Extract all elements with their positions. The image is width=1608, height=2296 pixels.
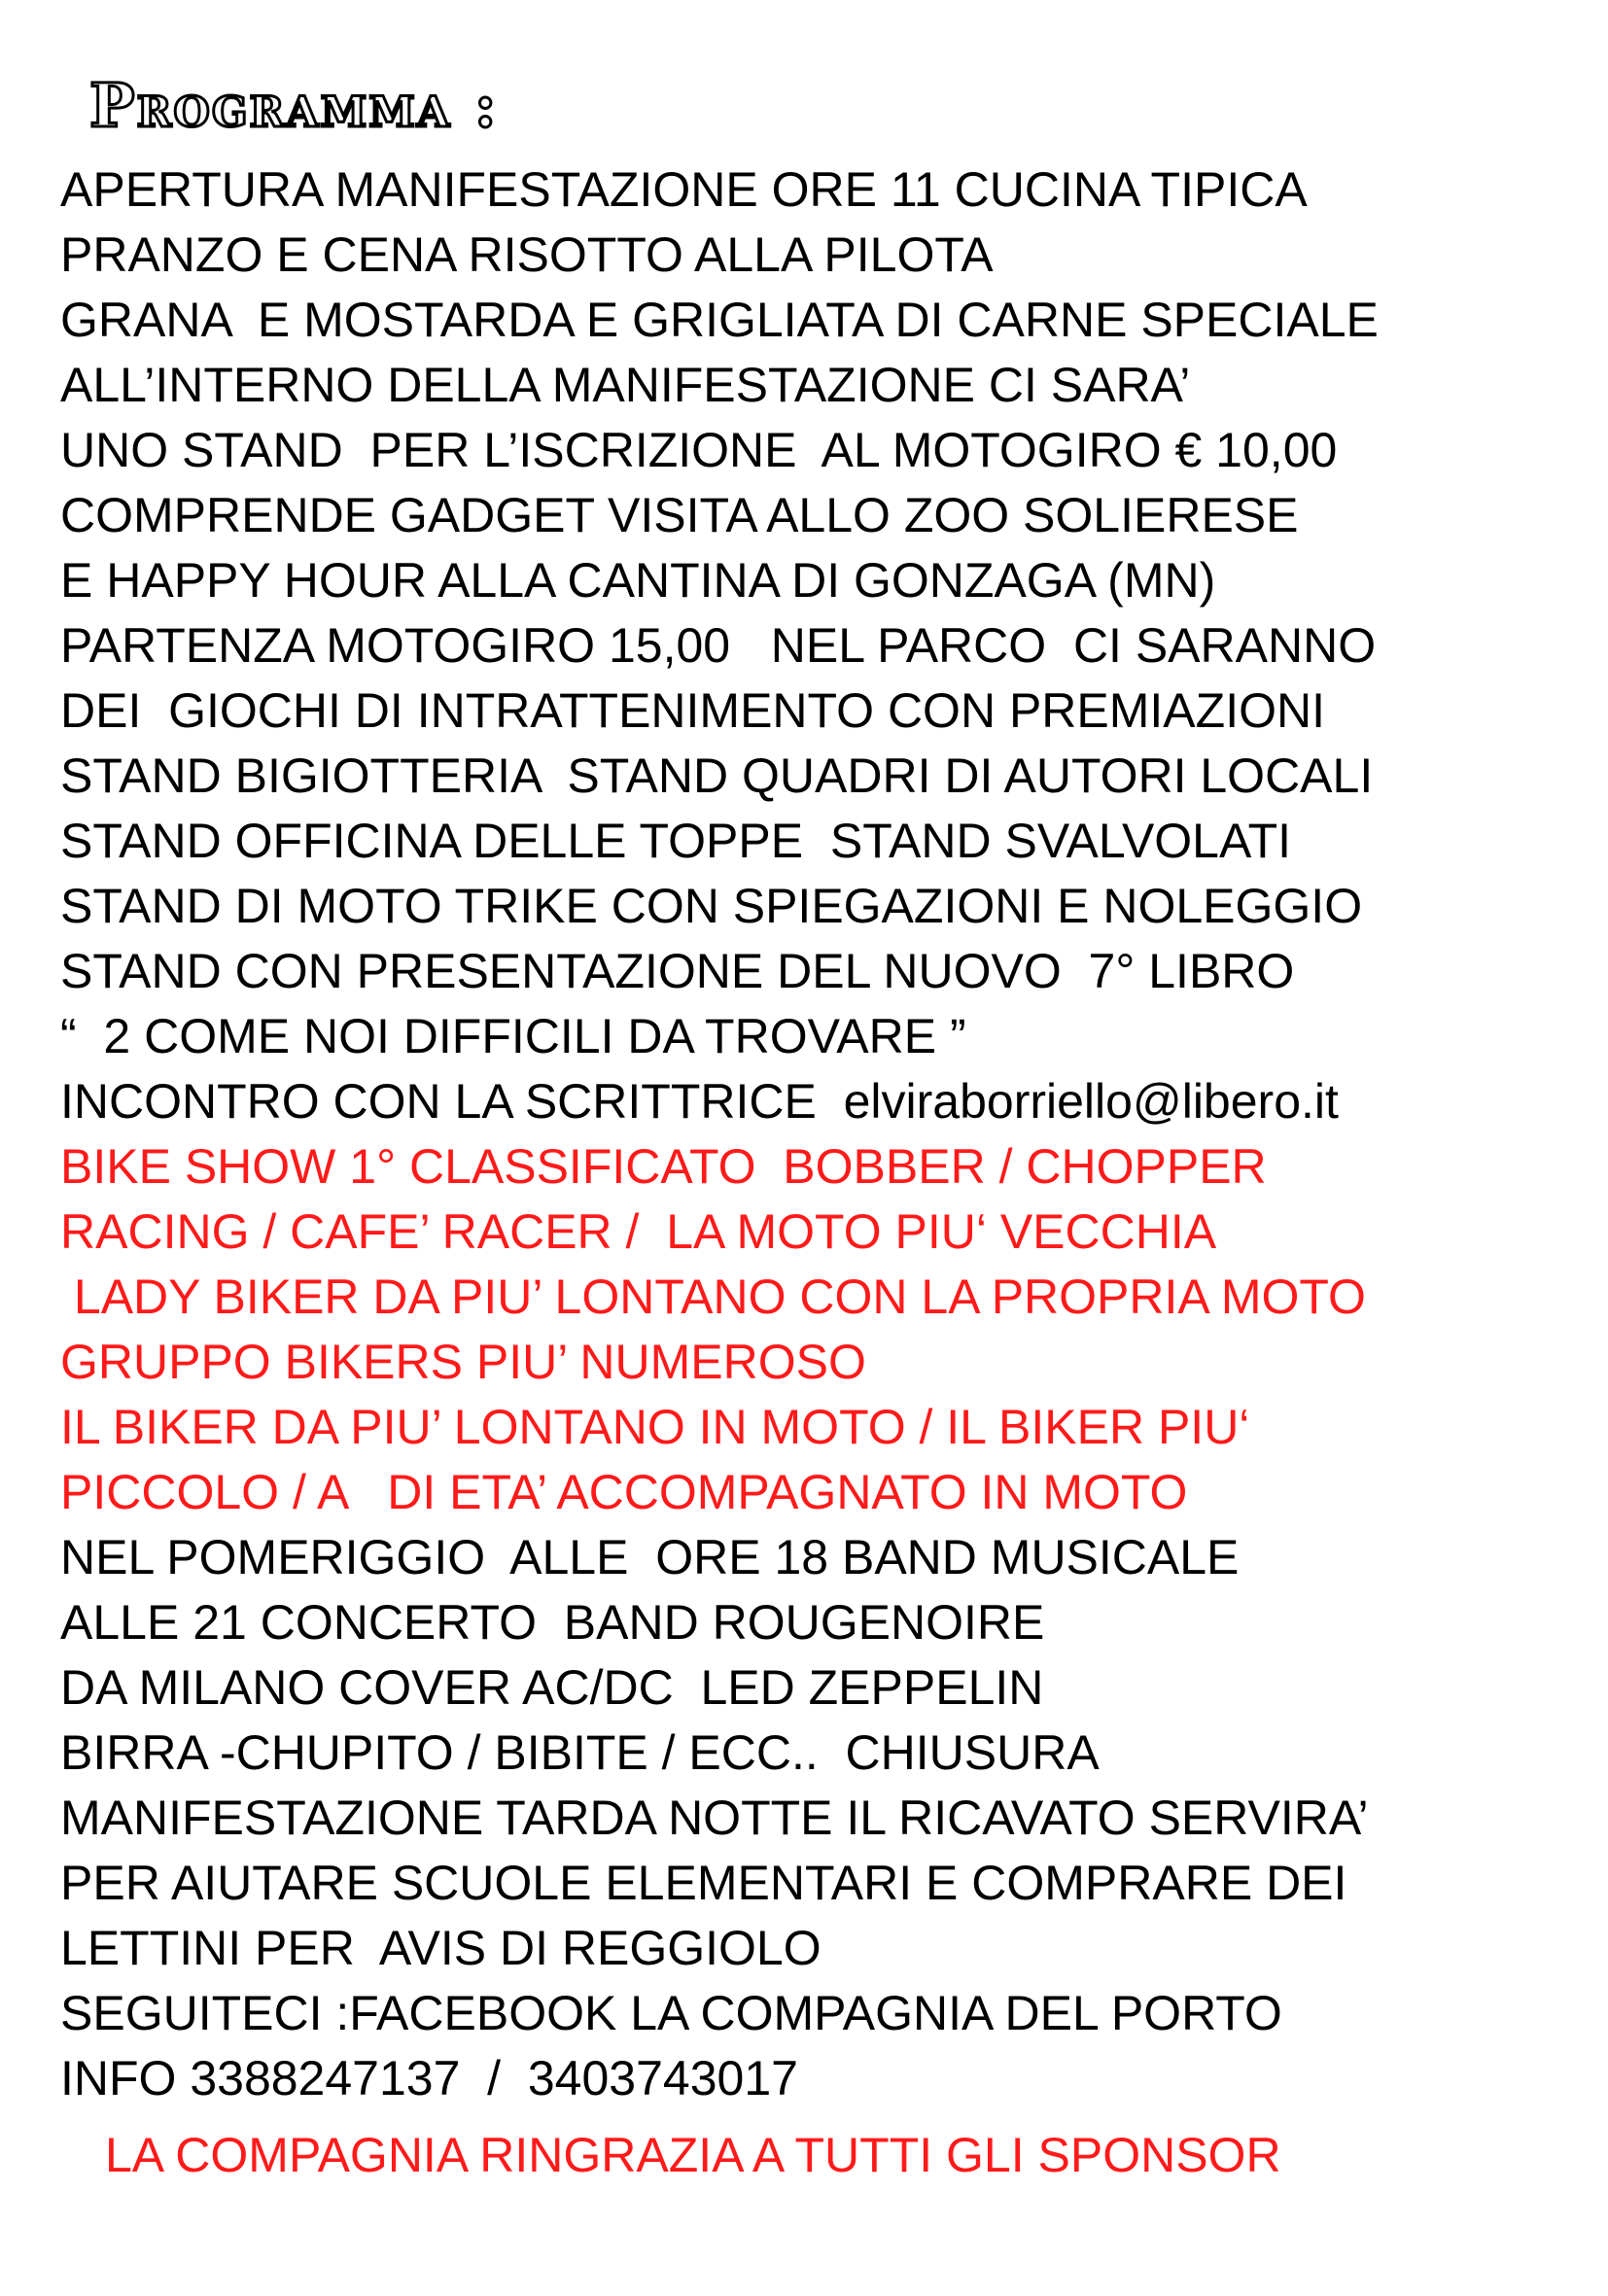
- program-line: STAND DI MOTO TRIKE CON SPIEGAZIONI E NOLEGGIO: [60, 879, 1363, 933]
- programma-title: Programma :: [89, 70, 499, 141]
- program-line: MANIFESTAZIONE TARDA NOTTE IL RICAVATO SERVIRA’: [60, 1791, 1369, 1845]
- program-line: STAND CON PRESENTAZIONE DEL NUOVO 7° LIBRO: [60, 944, 1295, 998]
- program-line: PRANZO E CENA RISOTTO ALLA PILOTA: [60, 227, 994, 282]
- program-line: PER AIUTARE SCUOLE ELEMENTARI E COMPRARE DEI: [60, 1856, 1347, 1910]
- sponsor-thanks: LA COMPAGNIA RINGRAZIA A TUTTI GLI SPONSOR: [105, 2128, 1281, 2182]
- info-phone-line: INFO 3388247137 / 3403743017: [60, 2051, 798, 2105]
- program-line: STAND BIGIOTTERIA STAND QUADRI DI AUTORI LOCALI: [60, 748, 1374, 803]
- program-line: ALL’INTERNO DELLA MANIFESTAZIONE CI SARA’: [60, 358, 1191, 412]
- bike-show-line: GRUPPO BIKERS PIU’ NUMEROSO: [60, 1335, 866, 1389]
- program-lines: [60, 157, 1596, 2111]
- program-line: GRANA E MOSTARDA E GRIGLIATA DI CARNE SPECIALE: [60, 293, 1379, 347]
- bike-show-line: PICCOLO / A DI ETA’ ACCOMPAGNATO IN MOTO: [60, 1465, 1188, 1519]
- program-line: UNO STAND PER L’ISCRIZIONE AL MOTOGIRO € 10,00: [60, 423, 1338, 477]
- bike-show-line: IL BIKER DA PIU’ LONTANO IN MOTO / IL BIKER PIU‘: [60, 1400, 1250, 1454]
- program-line: BIRRA -CHUPITO / BIBITE / ECC.. CHIUSURA: [60, 1725, 1100, 1780]
- program-line: STAND OFFICINA DELLE TOPPE STAND SVALVOLATI: [60, 814, 1292, 868]
- facebook-line: SEGUITECI :FACEBOOK LA COMPAGNIA DEL PORTO: [60, 1986, 1282, 2040]
- bike-show-line: LADY BIKER DA PIU’ LONTANO CON LA PROPRIA MOTO: [60, 1270, 1366, 1324]
- program-line: COMPRENDE GADGET VISITA ALLO ZOO SOLIERESE: [60, 488, 1299, 542]
- program-line: “ 2 COME NOI DIFFICILI DA TROVARE ”: [60, 1009, 966, 1063]
- program-line: DEI GIOCHI DI INTRATTENIMENTO CON PREMIAZIONI: [60, 683, 1325, 738]
- program-line: DA MILANO COVER AC/DC LED ZEPPELIN: [60, 1660, 1044, 1715]
- program-line-contact-email: INCONTRO CON LA SCRITTRICE elviraborriello@libero.it: [60, 1074, 1339, 1129]
- bike-show-line: RACING / CAFE’ RACER / LA MOTO PIU‘ VECCHIA: [60, 1204, 1217, 1259]
- program-line: PARTENZA MOTOGIRO 15,00 NEL PARCO CI SARANNO: [60, 618, 1377, 673]
- program-line: LETTINI PER AVIS DI REGGIOLO: [60, 1921, 821, 1975]
- program-line: ALLE 21 CONCERTO BAND ROUGENOIRE: [60, 1595, 1045, 1650]
- program-line: E HAPPY HOUR ALLA CANTINA DI GONZAGA (MN): [60, 553, 1216, 608]
- program-line: APERTURA MANIFESTAZIONE ORE 11 CUCINA TIPICA: [60, 162, 1308, 217]
- program-line: NEL POMERIGGIO ALLE ORE 18 BAND MUSICALE: [60, 1530, 1240, 1584]
- bike-show-line: BIKE SHOW 1° CLASSIFICATO BOBBER / CHOPPER: [60, 1139, 1267, 1194]
